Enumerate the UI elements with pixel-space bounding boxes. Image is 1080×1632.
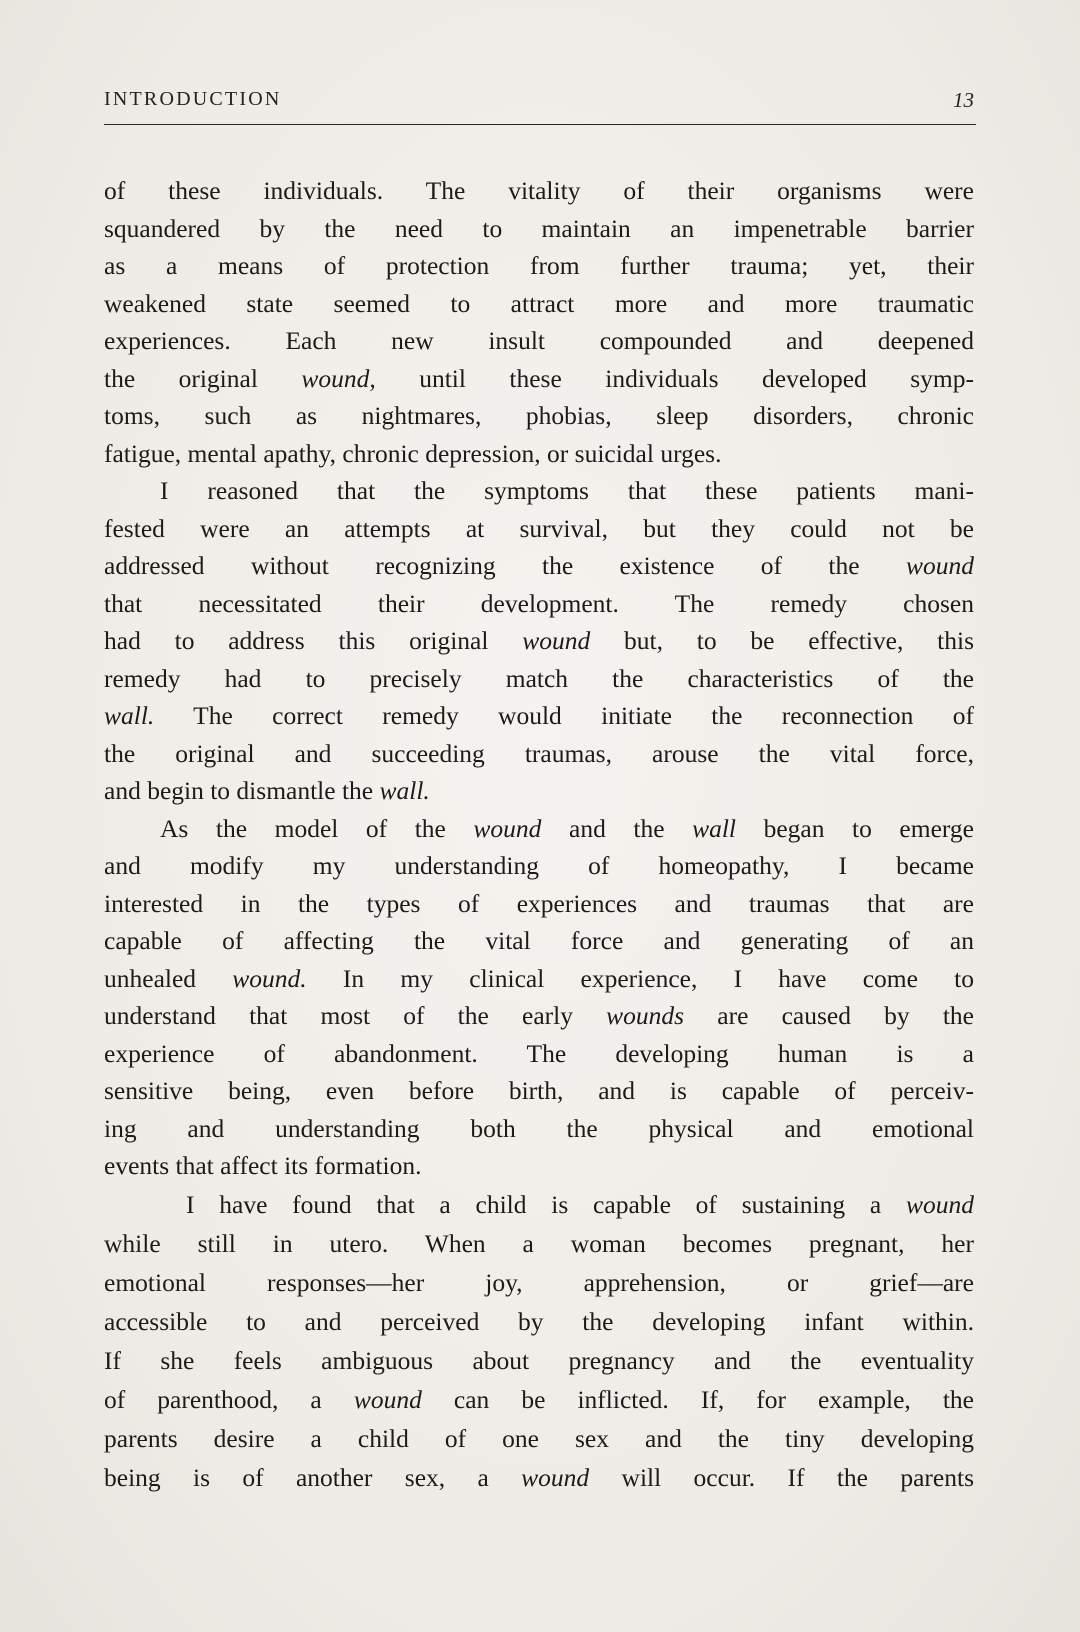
text-run: of parenthood, a [104,1384,354,1414]
text-run: being is of another sex, a [104,1462,522,1492]
text-line [104,1458,974,1497]
text-line [104,997,974,1035]
text-line [104,247,974,285]
text-line [104,1035,974,1073]
text-run: weakened state seemed to attract more and more traumatic [104,288,974,318]
running-head [104,88,974,116]
text-run: The correct remedy would initiate the reconnection of [154,701,974,730]
italic-term: wound [905,551,974,580]
text-run: addressed without recognizing the existence of the [104,551,906,580]
text-line [104,547,974,585]
text-run: remedy had to precisely match the characteristics of the [104,663,974,693]
italic-term: wound. [232,963,307,993]
text-line [104,172,974,210]
text-line [104,397,974,435]
italic-term: wound [353,1384,422,1414]
text-line [104,960,974,998]
text-line [104,435,974,473]
text-line [104,1341,974,1380]
text-run: will occur. If the parents [589,1462,974,1492]
text-run: had to address this original [104,626,523,655]
text-line [104,1380,974,1419]
text-run: but, to be effective, this [590,626,974,655]
text-run: In my clinical experience, I have come to [306,963,974,993]
body-text [104,172,974,1497]
running-title: INTRODUCTION [104,88,282,110]
text-run: unhealed [104,963,233,993]
text-run: experiences. Each new insult compounded and deepened [104,326,974,355]
text-run: capable of affecting the vital force and generating of an [104,926,974,955]
text-run: until these individuals developed symp- [375,363,974,393]
text-run: I have found that a child is capable of sustaining a [186,1189,906,1219]
text-line [104,847,974,885]
italic-term: wall. [379,776,430,805]
text-run: parents desire a child of one sex and the tiny developing [104,1423,974,1453]
text-line [104,735,974,773]
text-run: while still in utero. When a woman becomes pregnant, her [104,1228,974,1258]
text-run: fested were an attempts at survival, but they could not be [104,513,974,543]
text-run: accessible to and perceived by the developing infant within. [104,1306,974,1336]
text-line [104,1072,974,1110]
italic-term: wound [522,626,591,655]
text-run: of these individuals. The vitality of their organisms were [104,176,974,205]
italic-term: wound, [301,363,376,393]
text-run: interested in the types of experiences and traumas that are [104,888,974,918]
italic-term: wound [473,813,542,843]
text-run: events that affect its formation. [104,1151,422,1180]
italic-term: wall. [104,701,155,730]
text-run: and modify my understanding of homeopathy, I became [104,851,974,880]
text-line [104,885,974,923]
text-line [104,697,974,735]
text-line [104,1147,974,1185]
text-run: are caused by the [684,1001,974,1030]
italic-term: wounds [606,1001,685,1030]
text-run: fatigue, mental apathy, chronic depression, or suicidal urges. [104,438,722,468]
text-line [104,360,974,398]
text-line [104,1185,974,1224]
page-number: 13 [953,88,974,112]
text-line [104,810,974,848]
text-run: understand that most of the early [104,1001,607,1030]
text-run: I reasoned that the symptoms that these patients mani- [160,476,974,505]
text-run: the original [104,363,302,393]
text-line [104,285,974,323]
text-line [104,1419,974,1458]
text-line [104,622,974,660]
text-line [104,1263,974,1302]
text-run: If she feels ambiguous about pregnancy and the eventuality [104,1345,974,1375]
text-line [104,510,974,548]
text-run: and begin to dismantle the [104,776,380,805]
text-run: experience of abandonment. The developing human is a [104,1038,974,1068]
text-line [104,585,974,623]
text-line [104,322,974,360]
header-rule [104,124,976,125]
text-run: emotional responses—her joy, apprehension, or grief—are [104,1267,974,1297]
text-run: squandered by the need to maintain an impenetrable barrier [104,213,974,243]
text-run: As the model of the [160,813,474,843]
text-run: toms, such as nightmares, phobias, sleep disorders, chronic [104,401,974,430]
text-run: the original and succeeding traumas, arouse the vital force, [104,738,974,768]
text-line [104,472,974,510]
text-line [104,1302,974,1341]
text-line [104,660,974,698]
text-line [104,1110,974,1148]
text-line [104,1224,974,1263]
text-run: sensitive being, even before birth, and is capable of perceiv- [104,1076,974,1105]
text-run: and the [541,813,693,843]
text-run: can be inflicted. If, for example, the [421,1384,974,1414]
italic-term: wound [521,1462,590,1492]
italic-term: wound [905,1189,974,1219]
text-run: began to emerge [736,813,974,843]
text-line [104,922,974,960]
italic-term: wall [692,813,737,843]
text-line [104,210,974,248]
text-run: that necessitated their development. The remedy chosen [104,588,974,618]
text-line [104,772,974,810]
text-run: ing and understanding both the physical and emotional [104,1113,974,1143]
text-run: as a means of protection from further trauma; yet, their [104,251,974,280]
